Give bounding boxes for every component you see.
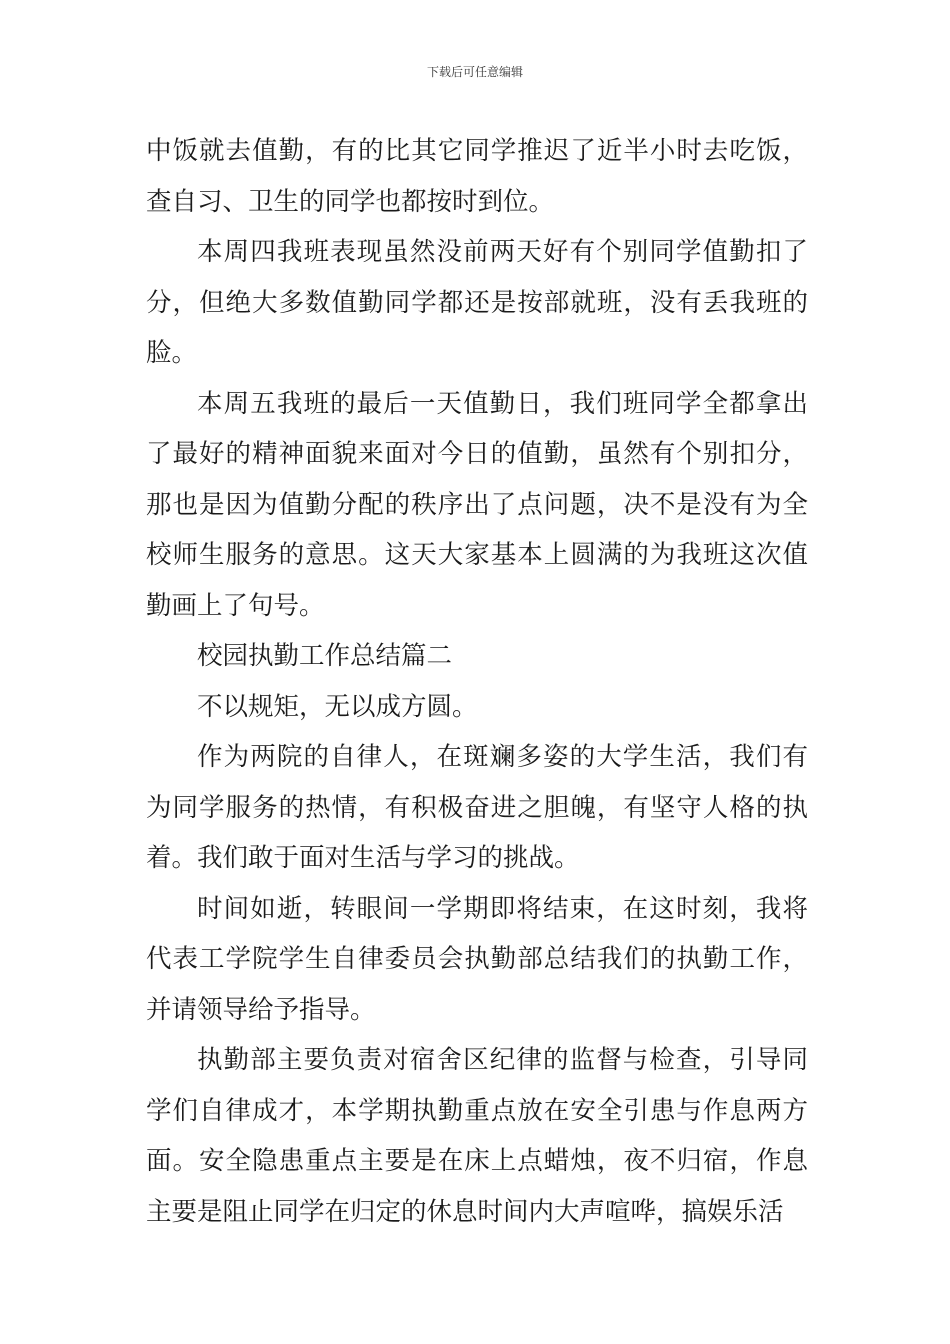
paragraph: 本周五我班的最后一天值勤日，我们班同学全都拿出了最好的精神面貌来面对今日的值勤，虽然有个别扣分，那也是因为值勤分配的秩序出了点问题，决不是没有为全校师生服务的意思。这天大家基本上圆满的为我班这次值勤画上了句号。 — [146, 388, 808, 621]
paragraph: 时间如逝，转眼间一学期即将结束，在这时刻，我将代表工学院学生自律委员会执勤部总结我们的执勤工作，并请领导给予指导。 — [146, 893, 808, 1025]
paragraph: 不以规矩，无以成方圆。 — [197, 691, 478, 722]
paragraph: 本周四我班表现虽然没前两天好有个别同学值勤扣了分，但绝大多数值勤同学都还是按部就班，没有丢我班的脸。 — [146, 237, 808, 368]
paragraph: 执勤部主要负责对宿舍区纪律的监督与检查，引导同学们自律成才，本学期执勤重点放在安全引患与作息两方面。安全隐患重点主要是在床上点蜡烛，夜不归宿，作息主要是阻止同学在归定的休息时间内大声喧哗，搞娱乐活 — [146, 1045, 808, 1227]
document-body — [146, 126, 808, 1237]
page-header: 下载后可任意编辑 — [426, 65, 523, 79]
section-heading: 校园执勤工作总结篇二 — [197, 641, 453, 671]
paragraph: 作为两院的自律人，在斑斓多姿的大学生活，我们有为同学服务的热情，有积极奋进之胆魄，有坚守人格的执着。我们敢于面对生活与学习的挑战。 — [146, 742, 808, 873]
paragraph-continuation: 中饭就去值勤，有的比其它同学推迟了近半小时去吃饭，查自习、卫生的同学也都按时到位。 — [146, 136, 808, 217]
